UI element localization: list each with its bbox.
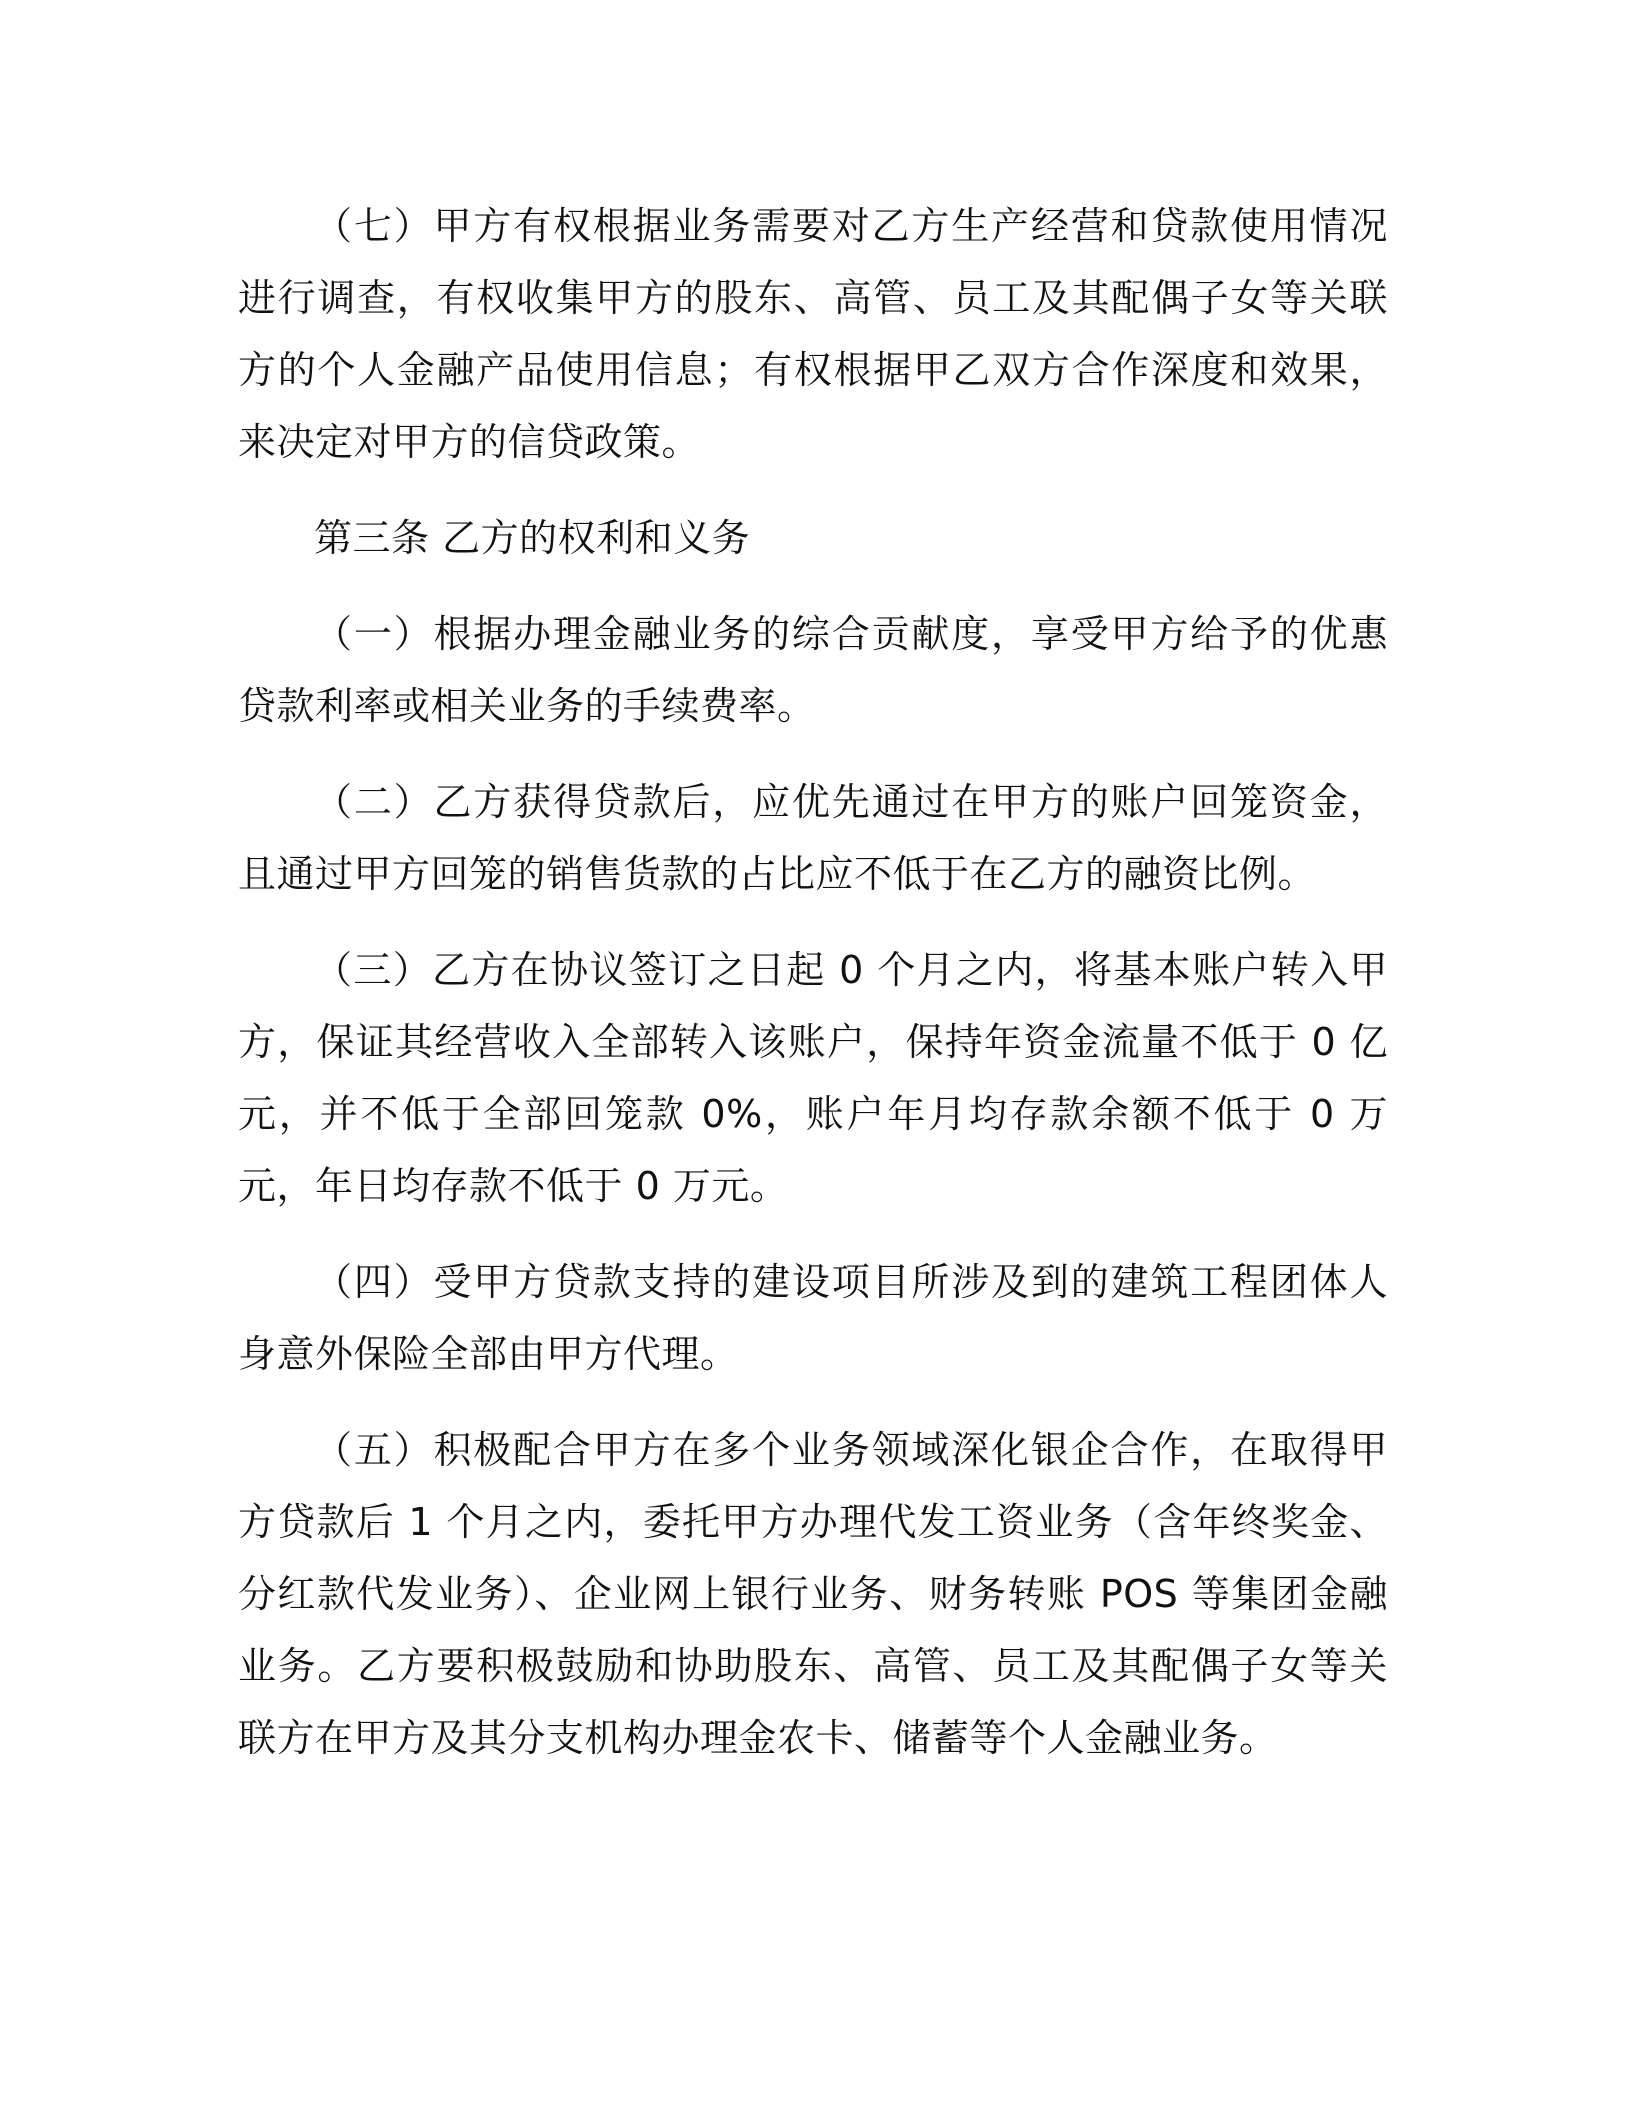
paragraph-item-2: （二）乙方获得贷款后，应优先通过在甲方的账户回笼资金，且通过甲方回笼的销售货款的占比应不低于在乙方的融资比例。 [238,780,1388,896]
paragraph-item-3: （三）乙方在协议签订之日起 0 个月之内，将基本账户转入甲方，保证其经营收入全部转入该账户，保持年资金流量不低于 0 亿元，并不低于全部回笼款 0%，账户年月均存款余额不低于 0 万元，年日均存款不低于 0 万元。 [238,948,1388,1208]
paragraph-item-4: （四）受甲方贷款支持的建设项目所涉及到的建筑工程团体人身意外保险全部由甲方代理。 [238,1260,1388,1376]
paragraph-item-7: （七）甲方有权根据业务需要对乙方生产经营和贷款使用情况进行调查，有权收集甲方的股东、高管、员工及其配偶子女等关联方的个人金融产品使用信息；有权根据甲乙双方合作深度和效果，来决定对甲方的信贷政策。 [238,204,1388,464]
article-3-heading: 第三条 乙方的权利和义务 [314,516,751,560]
paragraph-item-1: （一）根据办理金融业务的综合贡献度，享受甲方给予的优惠贷款利率或相关业务的手续费率。 [238,612,1388,728]
paragraph-item-5: （五）积极配合甲方在多个业务领域深化银企合作，在取得甲方贷款后 1 个月之内，委托甲方办理代发工资业务（含年终奖金、分红款代发业务）、企业网上银行业务、财务转账 POS 等集团金融业务。乙方要积极鼓励和协助股东、高管、员工及其配偶子女等关联方在甲方及其分支机构办理金农卡、储蓄等个人金融业务。 [238,1428,1388,1760]
document-body [238,190,1388,1798]
